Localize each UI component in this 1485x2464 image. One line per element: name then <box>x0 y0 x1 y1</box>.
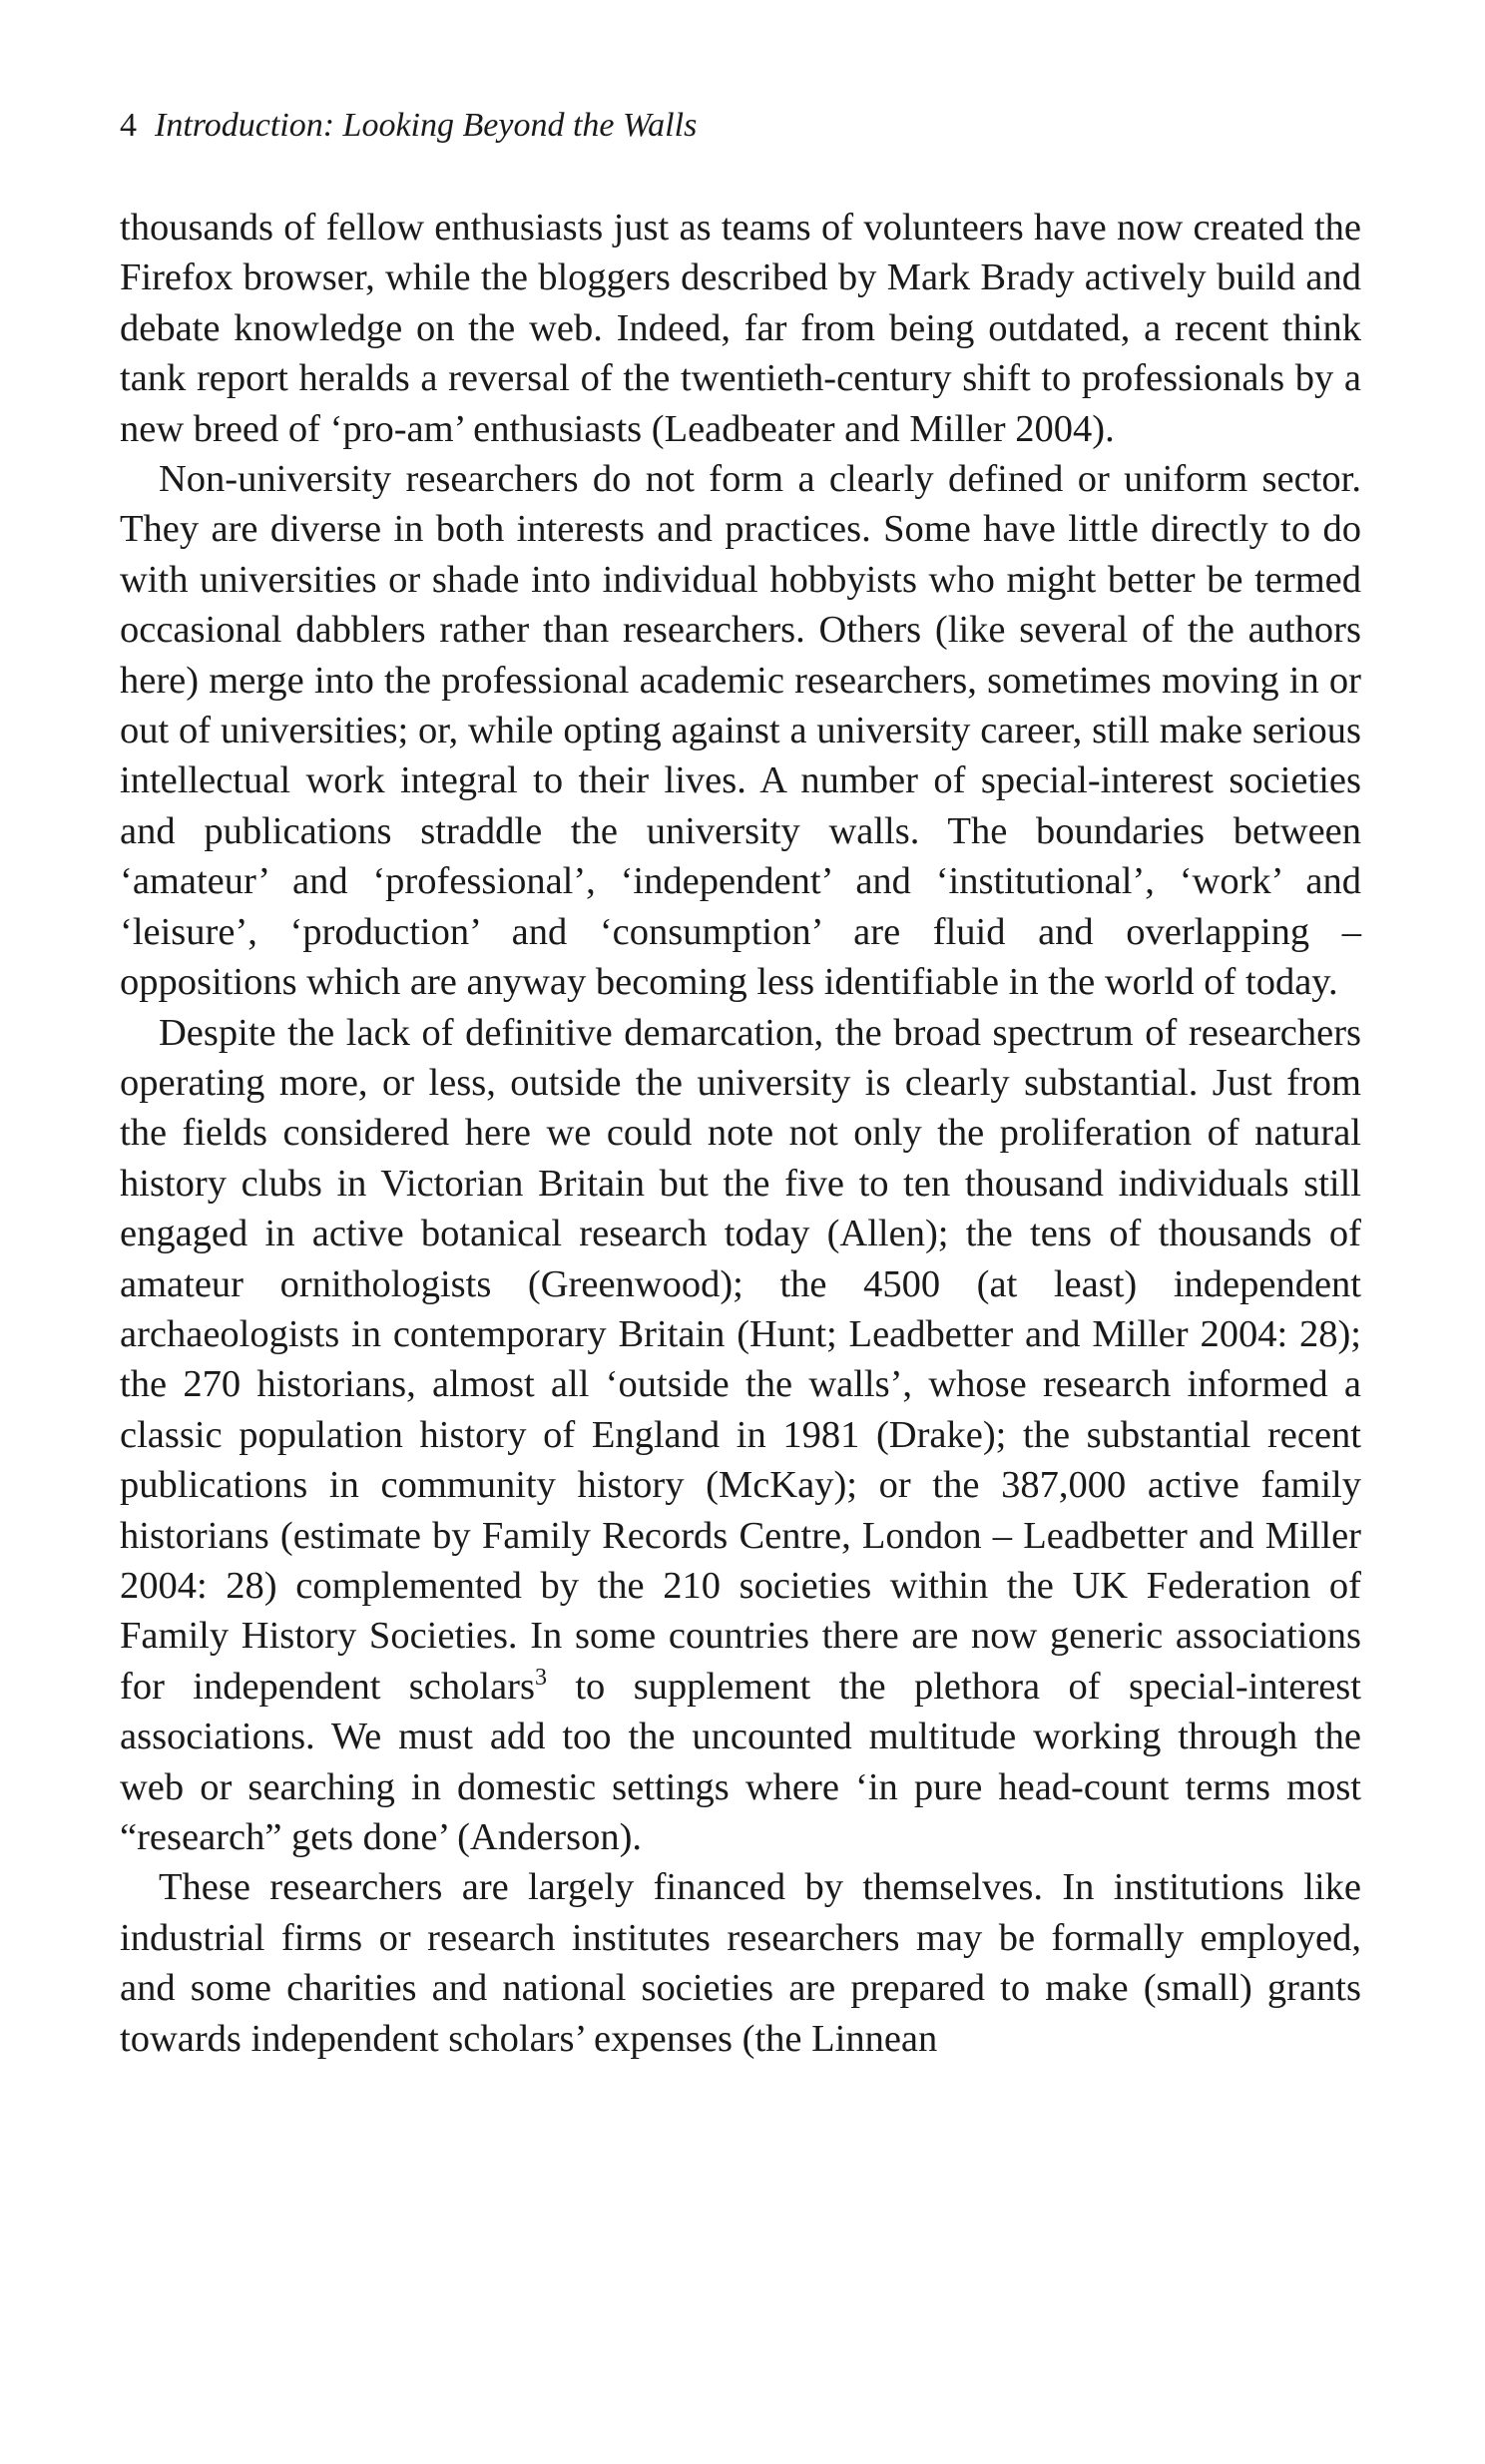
page-number: 4 <box>120 107 137 144</box>
paragraph-3-text-before-note: Despite the lack of definitive demarcation, the broad spectrum of researchers operating more, or less, outside the university is clearly substantial. Just from the fields considered here we could note not only the proliferation of natural history clubs in Victorian Britain but the five to ten thousand individuals still engaged in active botanical research today (Allen); the tens of thousands of amateur ornithologists (Greenwood); the 4500 (at least) independent archaeologists in contemporary Britain (Hunt; Leadbetter and Miller 2004: 28); the 270 historians, almost all ‘outside the walls’, whose research informed a classic population history of England in 1981 (Drake); the substantial recent publications in community history (McKay); or the 387,000 active family historians (estimate by Family Records Centre, London – Leadbetter and Miller 2004: 28) complemented by the 210 societies within the UK Federation of Family History Societies. In some countries there are now generic associations for independent scholars <box>120 1011 1361 1708</box>
paragraph-1: thousands of fellow enthusiasts just as teams of volunteers have now created the Firefox browser, while the bloggers described by Mark Brady actively build and debate knowledge on the web. Indeed, far from being outdated, a recent think tank report heralds a reversal of the twentieth-century shift to professionals by a new breed of ‘pro-am’ enthusiasts (Leadbeater and Miller 2004). <box>120 207 1361 450</box>
paragraph-2: Non-university researchers do not form a clearly defined or uniform sector. They are diverse in both interests and practices. Some have little directly to do with universities or shade into individual hobbyists who might better be termed occasional dabblers rather than researchers. Others (like several of the authors here) merge into the professional academic researchers, sometimes moving in or out of universities; or, while opting against a university career, still make serious intellectual work integral to their lives. A number of special-interest societies and publications straddle the university walls. The boundaries between ‘amateur’ and ‘professional’, ‘independent’ and ‘institutional’, ‘work’ and ‘leisure’, ‘production’ and ‘consumption’ are fluid and overlapping – oppositions which are anyway becoming less identifiable in the world of today. <box>120 458 1361 1004</box>
paragraph-3-text-after-note: to supplement the plethora of special-interest associations. We must add too the uncounted multitude working through the web or searching in domestic settings where ‘in pure head-count terms most “research” gets done’ (Anderson). <box>120 1665 1361 1858</box>
running-head <box>120 106 697 146</box>
footnote-reference: 3 <box>534 1664 547 1691</box>
body-text <box>120 203 1361 2064</box>
paragraph-4: These researchers are largely financed by themselves. In institutions like industrial firms or research institutes researchers may be formally employed, and some charities and national societies are prepared to make (small) grants towards independent scholars’ expenses (the Linnean <box>120 1866 1361 2060</box>
paragraph-3 <box>120 1008 1361 1863</box>
running-title: Introduction: Looking Beyond the Walls <box>155 107 698 144</box>
